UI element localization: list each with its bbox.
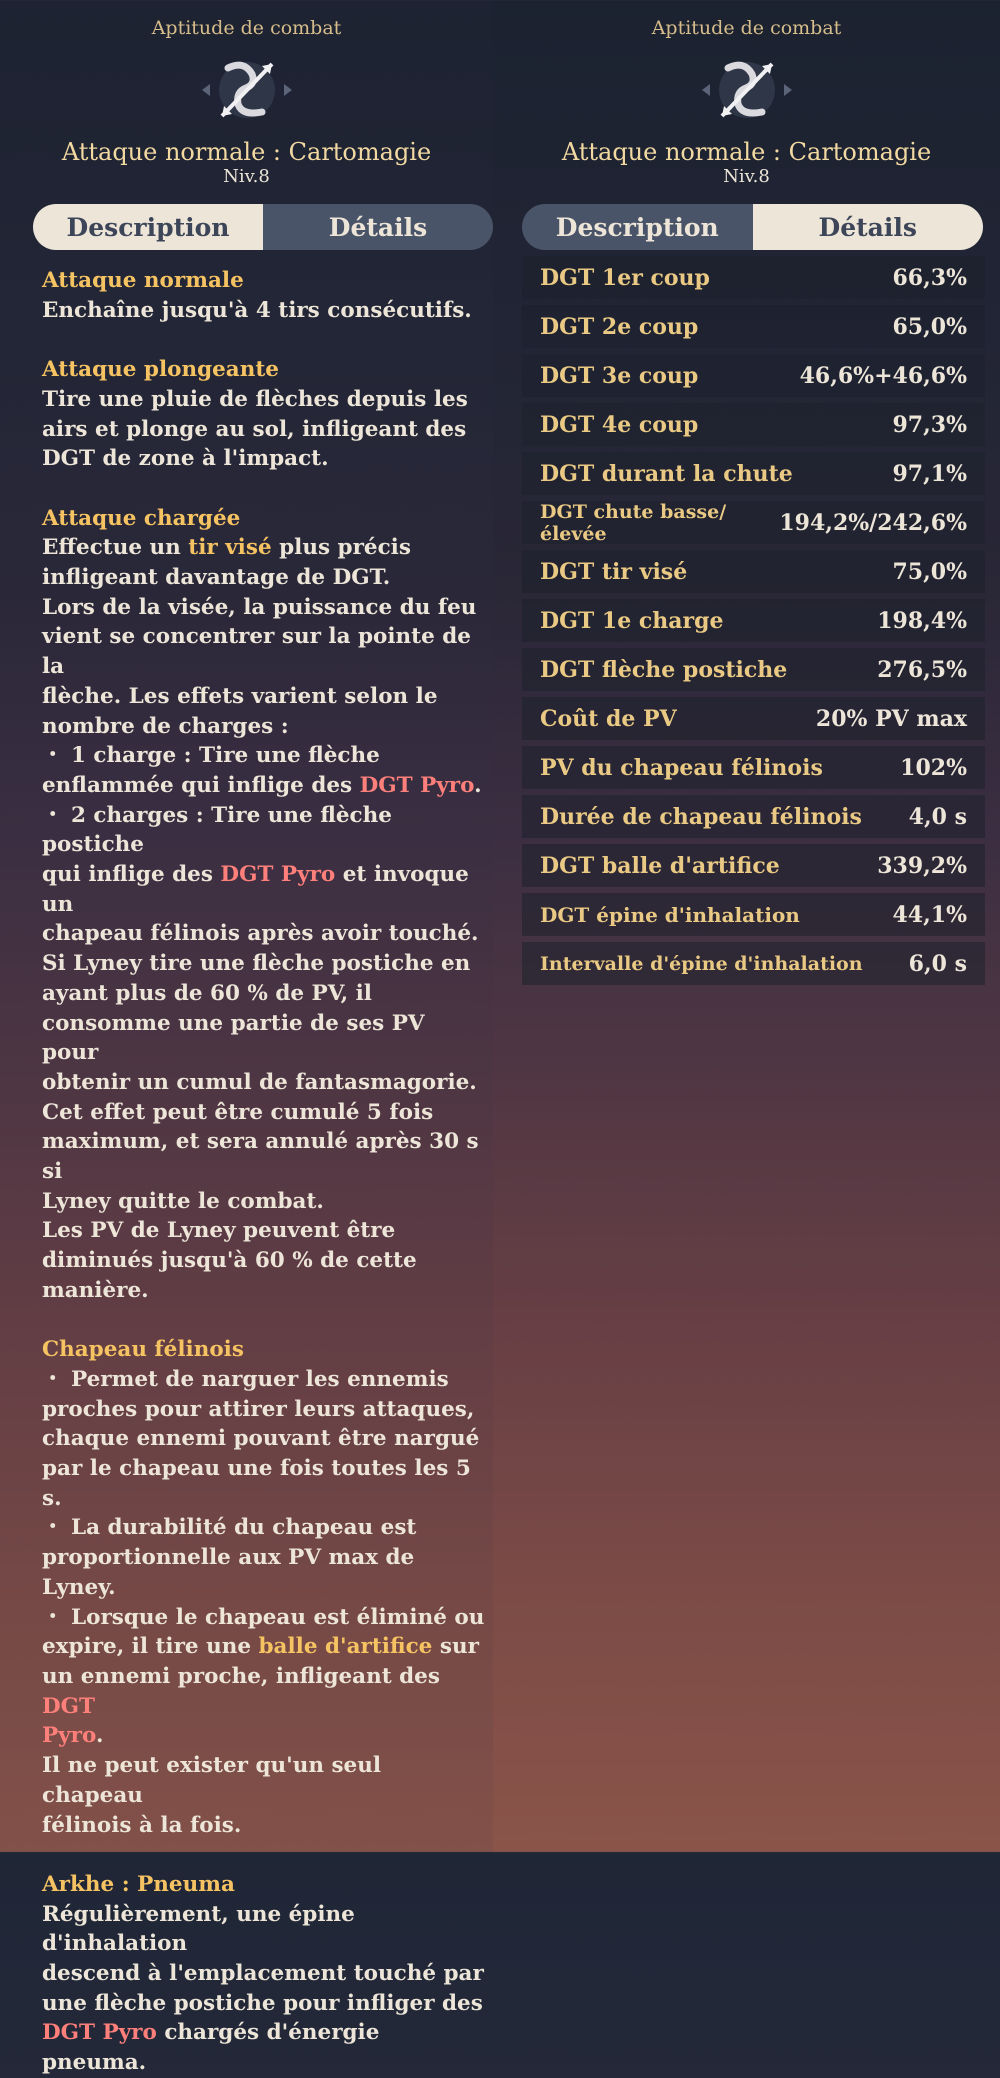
stat-label: DGT balle d'artifice — [540, 852, 780, 879]
stat-row — [522, 354, 985, 397]
stat-row — [522, 893, 985, 936]
desc-line: Si Lyney tire une flèche postiche en — [42, 951, 471, 977]
section-title: Chapeau félinois — [42, 1337, 244, 1363]
left-panel — [0, 0, 493, 2076]
stat-label: Intervalle d'épine d'inhalation — [540, 952, 863, 975]
desc-line: maximum, et sera annulé après 30 s si — [42, 1129, 479, 1185]
pyro-highlight: Pyro — [42, 1723, 96, 1749]
stat-label: DGT épine d'inhalation — [540, 902, 800, 927]
stat-row — [522, 648, 985, 691]
stat-value: 46,6%+46,6% — [799, 362, 967, 389]
stat-label: Coût de PV — [540, 705, 677, 732]
desc-line: ・ Permet de narguer les ennemis — [42, 1366, 449, 1392]
stat-value: 66,3% — [892, 264, 967, 291]
desc-line: Pyro. — [42, 1723, 104, 1749]
desc-line: Les PV de Lyney peuvent être — [42, 1218, 396, 1244]
section-title: Attaque plongeante — [42, 357, 279, 383]
tab-details[interactable]: Détails — [263, 204, 493, 250]
desc-line: vient se concentrer sur la pointe de la — [42, 624, 471, 680]
stat-row — [522, 501, 985, 544]
desc-line: DGT de zone à l'impact. — [42, 446, 329, 472]
desc-line: Cet effet peut être cumulé 5 fois — [42, 1099, 434, 1125]
desc-line: nombre de charges : — [42, 713, 289, 739]
stat-label: DGT 3e coup — [540, 362, 699, 389]
stat-value: 102% — [900, 754, 967, 781]
desc-line: chaque ennemi pouvant être nargué — [42, 1426, 480, 1452]
desc-line: Lors de la visée, la puissance du feu — [42, 594, 477, 620]
stat-label: DGT 4e coup — [540, 411, 699, 438]
keyword-highlight: tir visé — [188, 535, 272, 561]
right-panel — [493, 0, 1000, 1852]
stat-value: 97,1% — [892, 460, 967, 487]
desc-line: un ennemi proche, infligeant des DGT — [42, 1664, 440, 1719]
stat-row — [522, 550, 985, 593]
tab-description[interactable]: Description — [522, 204, 753, 250]
talent-icon-wrap — [493, 40, 1000, 140]
stat-value: 194,2%/242,6% — [779, 509, 967, 536]
desc-line: consomme une partie de ses PV pour — [42, 1010, 425, 1066]
desc-line: diminués jusqu'à 60 % de cette — [42, 1248, 417, 1274]
desc-line: Enchaîne jusqu'à 4 tirs consécutifs. — [42, 297, 472, 323]
stat-row — [522, 256, 985, 299]
stat-value: 44,1% — [892, 901, 967, 928]
aptitude-label: Aptitude de combat — [151, 17, 342, 39]
pyro-highlight: DGT — [42, 1693, 96, 1719]
stat-value: 198,4% — [877, 607, 967, 634]
desc-line: Lyney quitte le combat. — [42, 1188, 324, 1214]
stat-label: DGT tir visé — [540, 558, 688, 585]
talent-name: Attaque normale : Cartomagie — [61, 138, 432, 166]
desc-line: ・ Lorsque le chapeau est éliminé ou — [42, 1604, 485, 1630]
stat-row — [522, 305, 985, 348]
desc-line: airs et plonge au sol, infligeant des — [42, 416, 467, 442]
stat-row — [522, 844, 985, 887]
desc-line: infligeant davantage de DGT. — [42, 565, 391, 590]
stat-value: 97,3% — [892, 411, 967, 438]
desc-line: Tire une pluie de flèches depuis les — [42, 386, 468, 412]
desc-line: expire, il tire une balle d'artifice sur — [42, 1634, 479, 1660]
pyro-highlight: DGT Pyro — [359, 772, 475, 798]
stat-label: Durée de chapeau félinois — [540, 803, 862, 830]
stat-label: PV du chapeau félinois — [540, 754, 823, 781]
pyro-highlight: DGT Pyro — [42, 2020, 157, 2046]
desc-line: descend à l'emplacement touché par — [42, 1961, 484, 1987]
section-title: Attaque normale — [42, 268, 244, 293]
desc-line: ・ La durabilité du chapeau est — [42, 1515, 417, 1541]
section-title: Arkhe : Pneuma — [42, 1871, 235, 1897]
stat-label: DGT 1e charge — [540, 607, 724, 634]
desc-line: ayant plus de 60 % de PV, il — [42, 980, 372, 1006]
keyword-highlight: balle d'artifice — [258, 1634, 433, 1660]
desc-line: proches pour attirer leurs attaques, — [42, 1396, 475, 1422]
stat-value: 65,0% — [892, 313, 967, 340]
stat-value: 276,5% — [877, 656, 967, 683]
section-title: Attaque chargée — [42, 505, 241, 531]
tab-details[interactable]: Détails — [753, 204, 984, 250]
stat-value: 75,0% — [892, 558, 967, 585]
stat-row — [522, 795, 985, 838]
tab-description[interactable]: Description — [33, 204, 263, 250]
stat-value: 4,0 s — [908, 803, 967, 830]
stat-row — [522, 599, 985, 642]
stat-label: DGT 2e coup — [540, 313, 699, 340]
aptitude-label: Aptitude de combat — [651, 17, 842, 39]
stat-row — [522, 942, 985, 985]
right-tabs — [522, 204, 983, 250]
stat-label: DGT 1er coup — [540, 264, 710, 291]
pyro-highlight: DGT Pyro — [220, 862, 336, 888]
stat-label: DGT chute basse/élevée — [540, 500, 727, 545]
stat-value: 339,2% — [877, 852, 967, 879]
stat-label: DGT flèche postiche — [540, 656, 788, 683]
desc-line: DGT Pyro chargés d'énergie pneuma. — [42, 2020, 380, 2076]
stat-row — [522, 697, 985, 740]
left-tabs — [33, 204, 493, 250]
desc-line: obtenir un cumul de fantasmagorie. — [42, 1069, 477, 1095]
desc-line: flèche. Les effets varient selon le — [42, 683, 438, 709]
desc-line: qui inflige des DGT Pyro et invoque un — [42, 862, 469, 917]
desc-line: ・ 2 charges : Tire une flèche postiche — [42, 802, 392, 858]
talent-level: Niv.8 — [223, 166, 270, 187]
stats-table — [522, 256, 985, 991]
bow-arrow-talent-icon — [692, 50, 802, 130]
desc-line: Régulièrement, une épine d'inhalation — [42, 1901, 355, 1957]
stat-row — [522, 403, 985, 446]
desc-line: par le chapeau une fois toutes les 5 s. — [42, 1456, 471, 1511]
left-header — [0, 16, 493, 188]
stat-value: 20% PV max — [815, 705, 967, 732]
talent-icon-wrap — [0, 40, 493, 140]
talent-name: Attaque normale : Cartomagie — [561, 138, 932, 166]
bow-arrow-talent-icon — [192, 50, 302, 130]
talent-level: Niv.8 — [723, 166, 770, 187]
desc-line: chapeau félinois après avoir touché. — [42, 921, 479, 947]
right-header — [493, 16, 1000, 188]
desc-line: enflammée qui inflige des DGT Pyro. — [42, 772, 482, 798]
desc-line: une flèche postiche pour infliger des — [42, 1990, 483, 2016]
desc-line: félinois à la fois. — [42, 1812, 242, 1838]
desc-line: Effectue un tir visé plus précis — [42, 535, 411, 561]
stat-row — [522, 746, 985, 789]
stat-row — [522, 452, 985, 495]
desc-line: ・ 1 charge : Tire une flèche — [42, 743, 380, 769]
desc-line: manière. — [42, 1277, 149, 1303]
talent-description — [42, 266, 487, 2078]
stat-label: DGT durant la chute — [540, 460, 793, 487]
stat-value: 6,0 s — [908, 950, 967, 977]
desc-line: proportionnelle aux PV max de Lyney. — [42, 1545, 415, 1600]
desc-line: Il ne peut exister qu'un seul chapeau — [42, 1753, 382, 1808]
